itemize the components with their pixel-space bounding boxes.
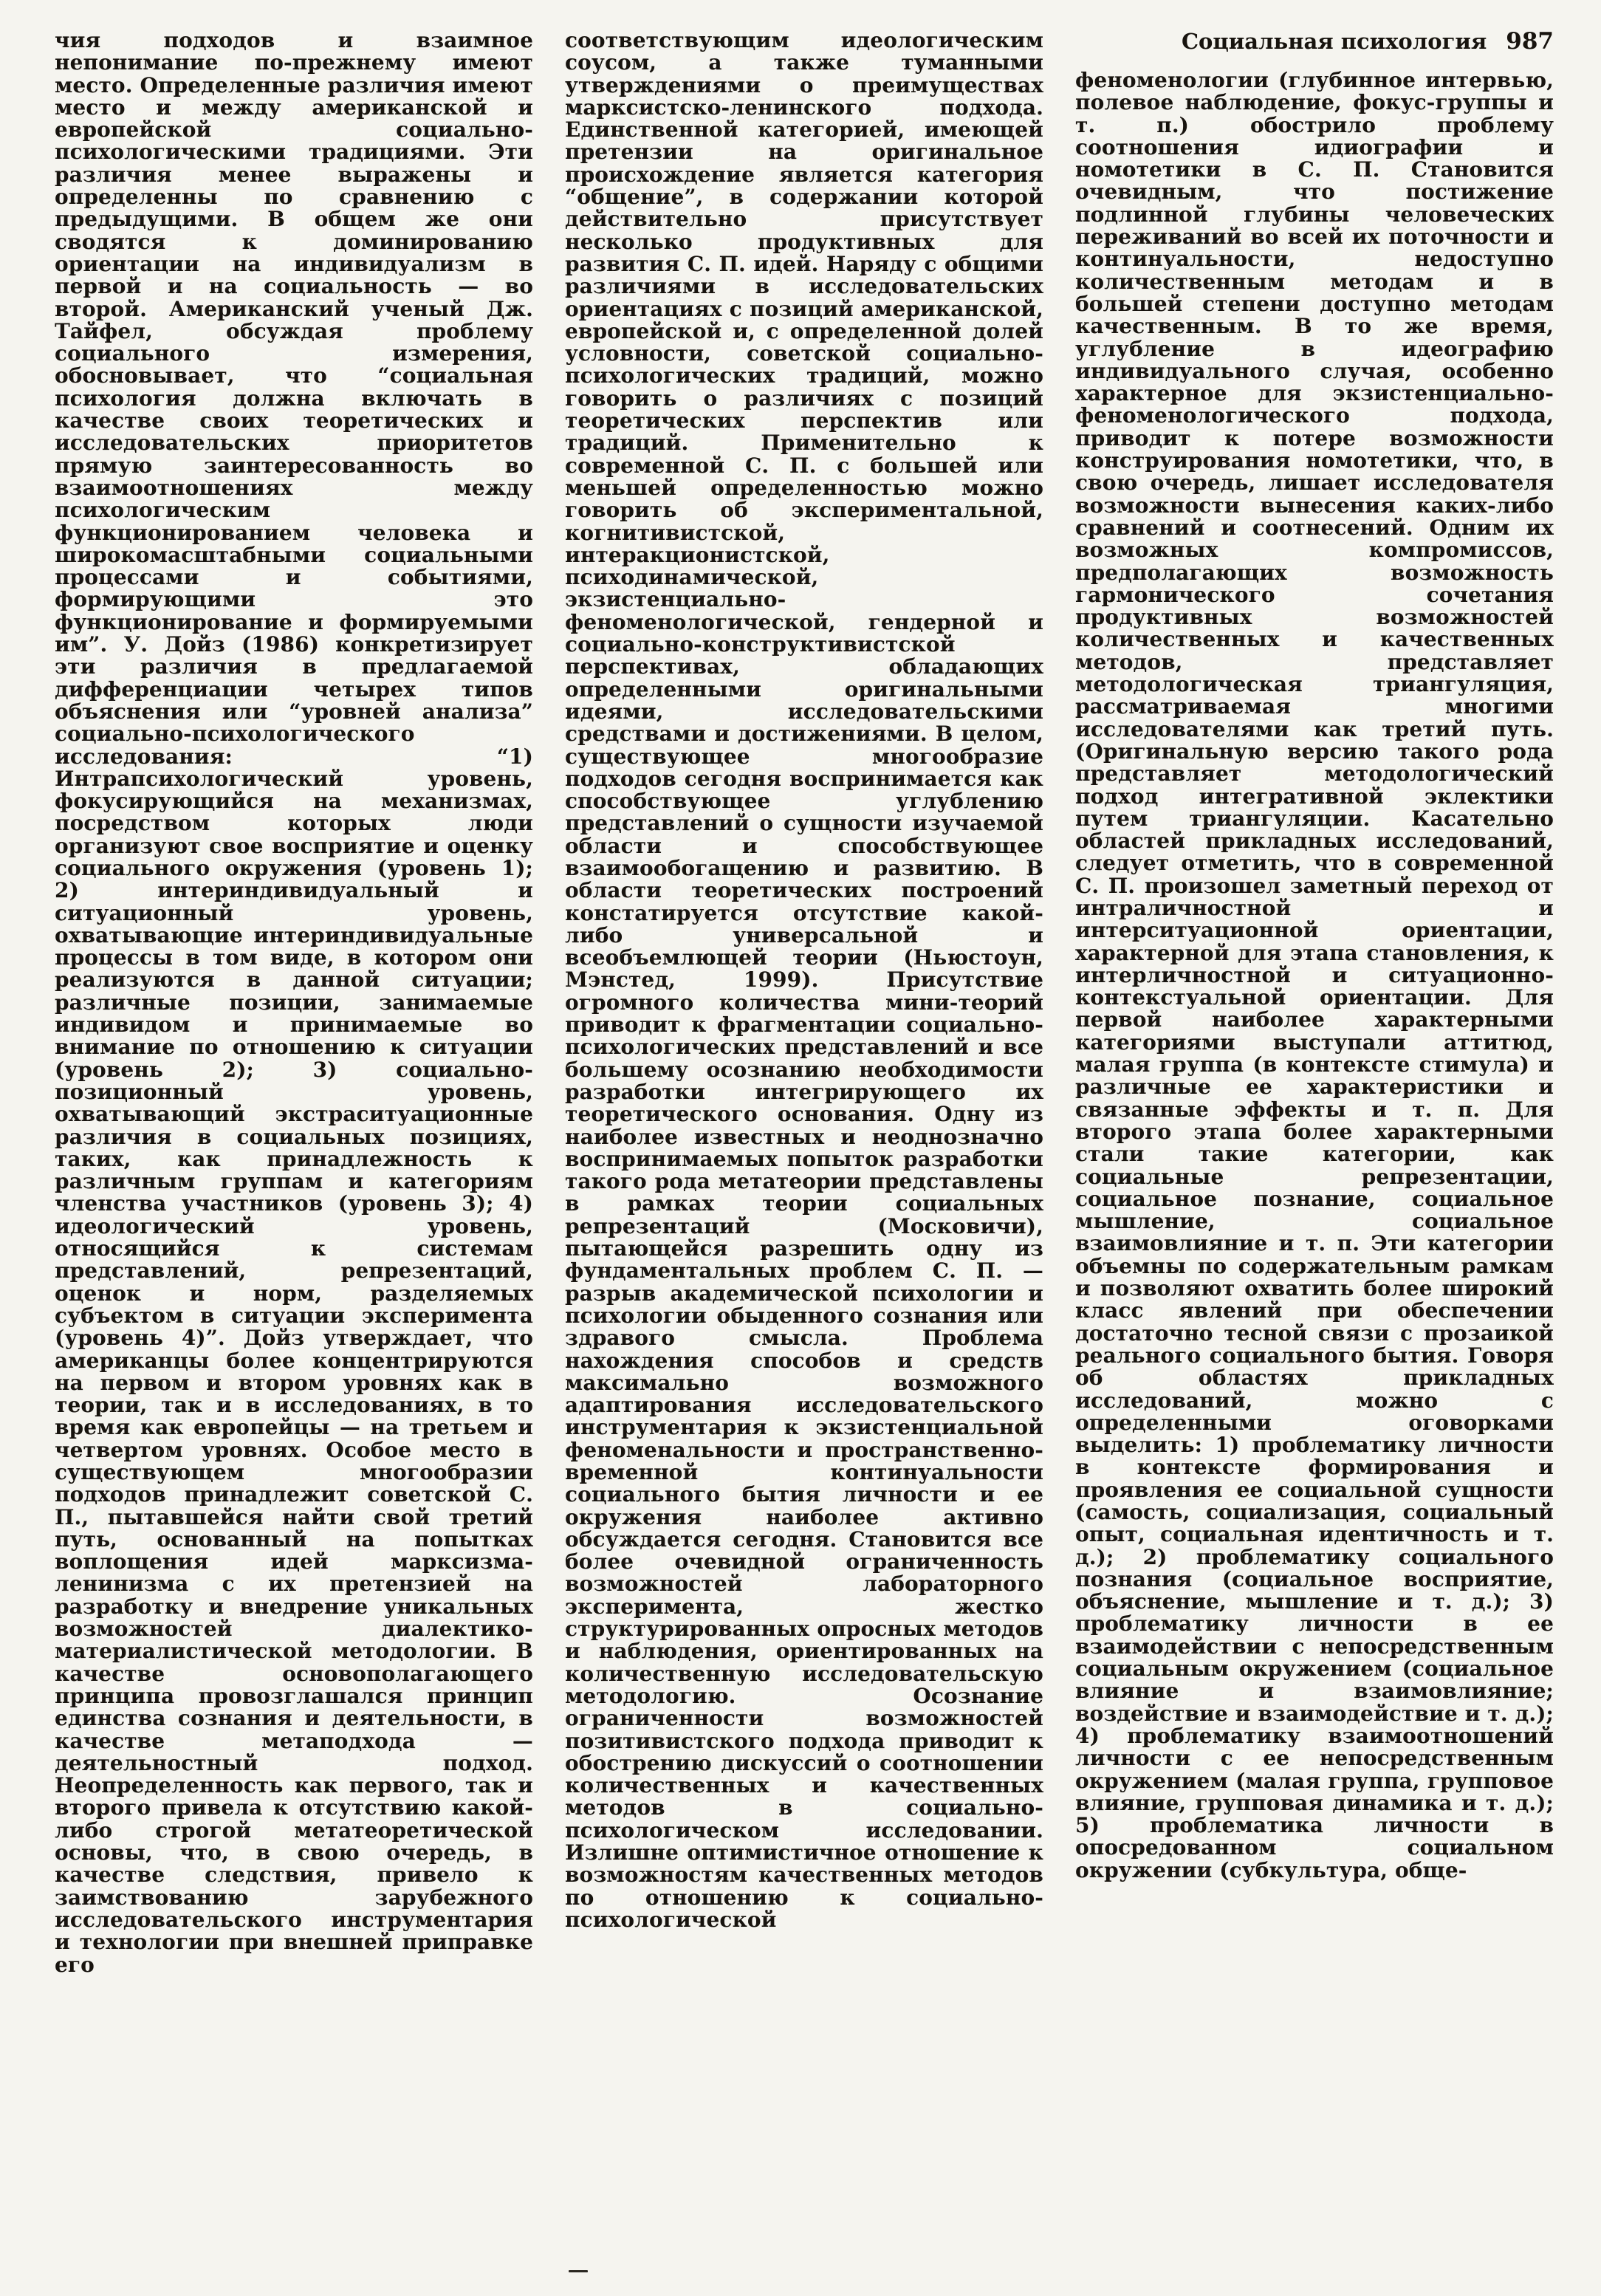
text-column-3-wrap — [1075, 30, 1554, 2275]
text-columns — [55, 30, 1555, 2275]
text-column-2: соответствующим идеологическим соусом, а также туманными утверждениями о преимуществах марксистско-ленинского подхода. Единственной категорией, имеющей претензии на оригинальное происхождение является категория “общение”, в содержании которой действительно присутствует несколько продуктивных для развития С. П. идей. Наряду с общими различиями в исследовательских ориентациях с позиций американской, европейской и, с определенной долей условности, советской социально-психологических традиций, можно говорить о различиях с позиций теоретических перспектив или традиций. Применительно к современной С. П. с большей или меньшей определенностью можно говорить об экспериментальной, когнитивистской, интеракционистской, психодинамической, экзистенциально-феноменологической, гендерной и социально-конструктивистской перспективах, обладающих определенными оригинальными идеями, исследовательскими средствами и достижениями. В целом, существующее многообразие подходов сегодня воспринимается как способствующее углублению представлений о сущности изучаемой области и способствующее взаимообогащению и развитию. В области теоретических построений констатируется отсутствие какой-либо универсальной и всеобъемлющей теории (Ньюстоун, Мэнстед, 1999). Присутствие огромного количества мини-теорий приводит к фрагментации социально-психологических представлений и все большему осознанию необходимости разработки интегрирующего их теоретического основания. Одну из наиболее известных и неоднозначно воспринимаемых попыток разработки такого рода метатеории представлены в рамках теории социальных репрезентаций (Московичи), пытающейся разрешить одну из фундаментальных проблем С. П. — разрыв академической психологии и психологии обыденного сознания или здравого смысла. Проблема нахождения способов и средств максимально возможного адаптирования исследовательского инструментария к экзистенциальной феноменальности и пространственно-временной континуальности социального бытия личности и ее окружения наиболее активно обсуждается сегодня. Становится все более очевидной ограниченность возможностей лабораторного эксперимента, жестко структурированных опросных методов и наблюдения, ориентированных на количественную исследовательскую методологию. Осознание ограниченности возможностей позитивистского подхода приводит к обострению дискуссий о соотношении количественных и качественных методов в социально-психологическом исследовании. Излишне оптимистичное отношение к возможностям качественных методов по отношению к социально-психологической — [565, 30, 1043, 1932]
text-column-1: чия подходов и взаимное непонимание по-прежнему имеют место. Определенные различия имеют место и между американской и европейской социально-психологическими традициями. Эти различия менее выражены и определенны по сравнению с предыдущими. В общем же они сводятся к доминированию ориентации на индивидуализм в первой и на социальность — во второй. Американский ученый Дж. Тайфел, обсуждая проблему социального измерения, обосновывает, что “социальная психология должна включать в качестве своих теоретических и исследовательских приоритетов прямую заинтересованность во взаимоотношениях между психологическим функционированием человека и широкомасштабными социальными процессами и событиями, формирующими это функционирование и формируемыми им”. У. Дойз (1986) конкретизирует эти различия в предлагаемой дифференциации четырех типов объяснения или “уровней анализа” социально-психологического исследования: “1) Интрапсихологический уровень, фокусирующийся на механизмах, посредством которых люди организуют свое восприятие и оценку социального окружения (уровень 1); 2) интериндивидуальный и ситуационный уровень, охватывающие интериндивидуальные процессы в том виде, в котором они реализуются в данной ситуации; различные позиции, занимаемые индивидом и принимаемые во внимание по отношению к ситуации (уровень 2); 3) социально-позиционный уровень, охватывающий экстраситуационные различия в социальных позициях, таких, как принадлежность к различным группам и категориям членства участников (уровень 3); 4) идеологический уровень, относящийся к системам представлений, репрезентаций, оценок и норм, разделяемых субъектом в ситуации эксперимента (уровень 4)”. Дойз утверждает, что американцы более концентрируются на первом и втором уровнях как в теории, так и в исследованиях, в то время как европейцы — на третьем и четвертом уровнях. Особое место в существующем многообразии подходов принадлежит советской С. П., пытавшейся найти свой третий путь, основанный на попытках воплощения идей марксизма-ленинизма с их претензией на разработку и внедрение уникальных возможностей диалектико-материалистической методологии. В качестве основополагающего принципа провозглашался принцип единства сознания и деятельности, в качестве метаподхода — деятельностный подход. Неопределенность как первого, так и второго привела к отсутствию какой-либо строгой метатеоретической основы, что, в свою очередь, в качестве следствия, привело к заимствованию зарубежного исследовательского инструментария и технологии при внешней приправке его — [55, 30, 533, 1977]
running-title: Социальная психология — [1181, 29, 1487, 54]
page-header — [1075, 30, 1554, 53]
page-number: 987 — [1506, 28, 1554, 55]
scan-artifact-dash — [569, 2270, 588, 2272]
text-column-3: феноменологии (глубинное интервью, полевое наблюдение, фокус-группы и т. п.) обострило проблему соотношения идиографии и номотетики в С. П. Становится очевидным, что постижение подлинной глубины человеческих переживаний во всей их поточности и континуальности, недоступно количественным методам и в большей степени доступно методам качественным. В то же время, углубление в идеографию индивидуального случая, особенно характерное для экзистенциально-феноменологического подхода, приводит к потере возможности конструирования номотетики, что, в свою очередь, лишает исследователя возможности вынесения каких-либо сравнений и соотнесений. Одним их возможных компромиссов, предполагающих возможность гармонического сочетания продуктивных возможностей количественных и качественных методов, представляет методологическая триангуляция, рассматриваемая многими исследователями как третий путь. (Оригинальную версию такого рода представляет методологический подход интегративной эклектики путем триангуляции. Касательно областей прикладных исследований, следует отметить, что в современной С. П. произошел заметный переход от интраличностной и интерситуационной ориентации, характерной для этапа становления, к интерличностной и ситуационно-контекстуальной ориентации. Для первой наиболее характерными категориями выступали аттитюд, малая группа (в контексте стимула) и различные ее характеристики и связанные эффекты и т. п. Для второго этапа более характерными стали такие категории, как социальные репрезентации, социальное познание, социальное мышление, социальное взаимовлияние и т. п. Эти категории объемны по содержательным рамкам и позволяют охватить более широкий класс явлений при обеспечении достаточно тесной связи с прозаикой реального социального бытия. Говоря об областях прикладных исследований, можно с определенными оговорками выделить: 1) проблематику личности в контексте формирования и проявления ее социальной сущности (самость, социализация, социальный опыт, социальная идентичность и т. д.); 2) проблематику социального познания (социальное восприятие, объяснение, мышление и т. д.); 3) проблематику личности в ее взаимодействии с непосредственным социальным окружением (социальное влияние и взаимовлияние; воздействие и взаимодействие и т. д.); 4) проблематику взаимоотношений личности с ее непосредственным окружением (малая группа, групповое влияние, групповая динамика и т. д.); 5) проблематика личности в опосредованном социальном окружении (субкультура, обще- — [1075, 69, 1554, 1882]
